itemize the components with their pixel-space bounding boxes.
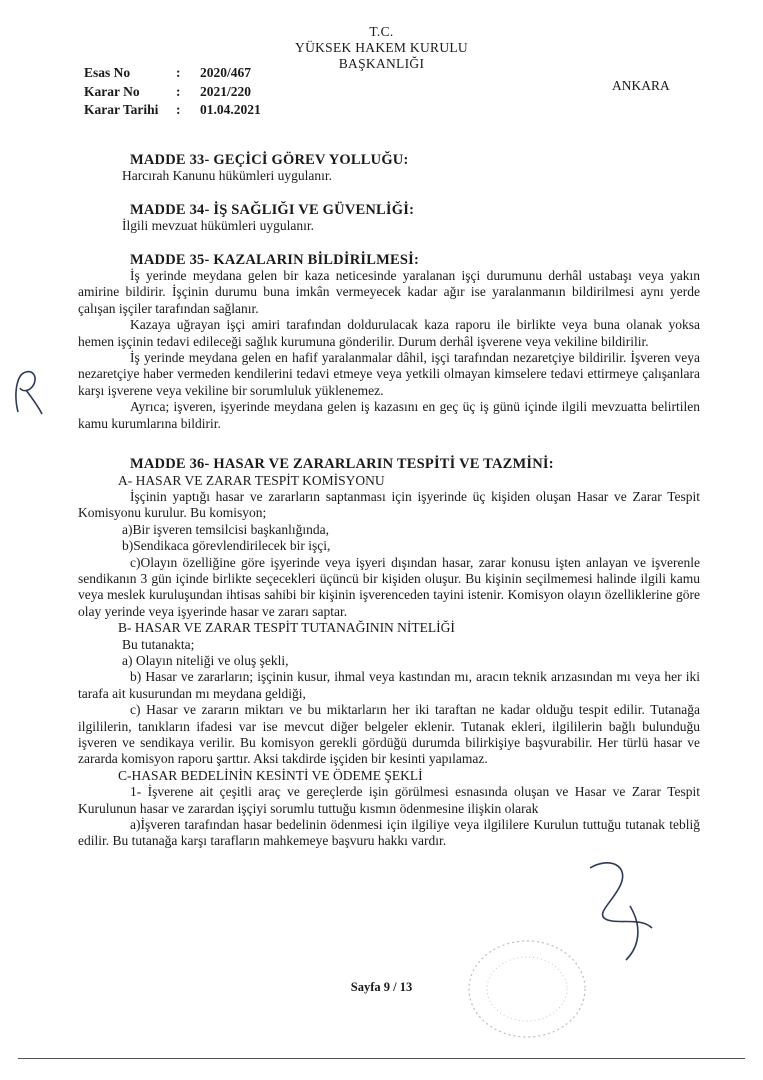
- meta-value: 01.04.2021: [200, 102, 261, 117]
- header-institution: YÜKSEK HAKEM KURULU: [295, 40, 468, 55]
- meta-sep: :: [176, 83, 181, 99]
- article-35-para-3: İş yerinde meydana gelen en hafif yaralanmalar dâhil, işçi tarafından nezaretçiye bildirilir. İşveren veya nezaretçiye haber vermeden kendilerini tedavi etmeye veya yetkili olmayan kimselere tedavi ettirmeye çalışanlara karşı işverene veya vekiline bir sorumluluk yüklenemez.: [78, 350, 700, 398]
- header-tc: T.C.: [369, 24, 394, 39]
- meta-sep: :: [176, 65, 181, 80]
- section-a-title: A- HASAR VE ZARAR TESPİT KOMİSYONU: [118, 472, 385, 488]
- article-33-title: MADDE 33- GEÇİCİ GÖREV YOLLUĞU:: [130, 152, 409, 168]
- article-33-text: Harcırah Kanunu hükümleri uygulanır.: [122, 168, 332, 184]
- article-35-para-1: İş yerinde meydana gelen bir kaza neticesinde yaralanan işçi durumunu derhâl ustabaşı veya yakın amirine bildirir. İşçinin durumu buna imkân vermeyecek kadar ağır ise yaralanmanın bildirilmesi aynı yerde çalışan işçiler tarafından sağlanır.: [78, 268, 700, 316]
- page-number: Sayfa 9 / 13: [350, 980, 413, 994]
- section-c-item-a: a)İşveren tarafından hasar bedelinin ödenmesi için ilgiliye veya ilgililere Kurulun tuttuğu tutanak tebliğ edilir. Bu tutanağa karşı tarafların mahkemeye başvuru hakkı vardır.: [78, 817, 700, 849]
- article-35-para-4: Ayrıca; işveren, işyerinde meydana gelen iş kazasını en geç üç iş günü içinde ilgili mevzuatta belirtilen kamu kurumlarına bildirir.: [78, 399, 700, 431]
- meta-key: Karar Tarihi: [84, 102, 159, 117]
- handwritten-margin-mark: [8, 366, 48, 418]
- section-c-item-1: 1- İşverene ait çeşitli araç ve gereçlerde işin görülmesi esnasında oluşan ve Hasar ve Zarar Tespit Kurulunun hasar ve zarardan işçiyi sorumlu tuttuğu kısmın ödenmesine ilişkin olarak: [78, 784, 700, 816]
- case-meta: [84, 64, 261, 120]
- meta-value: 2020/467: [200, 65, 252, 80]
- section-b-item-b: b) Hasar ve zararların; işçinin kusur, ihmal veya kastından mı, aracın teknik arızasından mı veya her iki tarafa ait kusurundan mı meydana geldiği,: [78, 669, 700, 701]
- document-body: [78, 152, 700, 850]
- section-b-title: B- HASAR VE ZARAR TESPİT TUTANAĞININ NİTELİĞİ: [118, 620, 455, 636]
- meta-row-karar: [84, 83, 261, 102]
- meta-value: 2021/220: [200, 83, 252, 99]
- meta-row-esas: [84, 64, 261, 83]
- section-c-title: C-HASAR BEDELİNİN KESİNTİ VE ÖDEME ŞEKLİ: [118, 767, 423, 783]
- meta-key: Karar No: [84, 83, 140, 99]
- article-35-title: MADDE 35- KAZALARIN BİLDİRİLMESİ:: [130, 251, 419, 268]
- section-b-item-a: a) Olayın niteliği ve oluş şekli,: [122, 652, 289, 668]
- meta-key: Esas No: [84, 65, 131, 80]
- section-a-item-b: b)Sendikaca görevlendirilecek bir işçi,: [122, 538, 331, 554]
- section-b-intro: Bu tutanakta;: [122, 636, 195, 652]
- bottom-divider: [18, 1058, 745, 1059]
- section-a-item-c: c)Olayın özelliğine göre işyerinde veya işyeri dışından hasar, zarar konusu işten anlayan ve işverenle sendikanın 3 gün içinde birlikte seçecekleri üçüncü bir kişiden oluşur. Bu kişinin seçilmemesi halinde ilgili kamu veya meslek kuruluşundan ihtisas sahibi bir kişinin işverenceden tayini istenir. Komisyon olayın özelliklerine göre olay yerinde veya işyerinde hasar ve zararı saptar.: [78, 554, 700, 619]
- section-a-item-a: a)Bir işveren temsilcisi başkanlığında,: [122, 521, 329, 537]
- section-b-item-c: c) Hasar ve zararın miktarı ve bu miktarların her iki taraftan ne kadar olduğu tespit edilir. Tutanağa ilgililerin, tanıkların ifadesi var ise mevcut diğer belgeler eklenir. Tutanak ekleri, ilgililerin bağlı bulunduğu işveren ve sendikaya verilir. Bu komisyon gerekli gördüğü durumda bilirkişiye başvurabilir. Her türlü hasar ve zararda komisyon raporu şarttır. Aksi takdirde işçiden bir kesinti yapılamaz.: [78, 702, 700, 767]
- article-36-title: MADDE 36- HASAR VE ZARARLARIN TESPİTİ VE TAZMİNİ:: [130, 456, 554, 473]
- article-35-para-2: Kazaya uğrayan işçi amiri tarafından doldurulacak kaza raporu ile birlikte veya buna olanak yoksa hemen işçinin tedavi edileceği sağlık kurumuna gönderilir. Durum derhâl işverene veya vekiline bildirilir.: [78, 317, 700, 349]
- section-a-intro: İşçinin yaptığı hasar ve zararların saptanması için işyerinde üç kişiden oluşan Hasar ve Zarar Tespit Komisyonu kurulur. Bu komisyon;: [78, 488, 700, 521]
- article-34-text: İlgili mevzuat hükümleri uygulanır.: [122, 218, 314, 234]
- article-34-title: MADDE 34- İŞ SAĞLIĞI VE GÜVENLİĞİ:: [130, 201, 415, 218]
- meta-row-tarih: [84, 101, 261, 120]
- city-label: ANKARA: [612, 78, 670, 93]
- header-presidency: BAŞKANLIĞI: [338, 56, 425, 71]
- meta-sep: :: [176, 102, 181, 117]
